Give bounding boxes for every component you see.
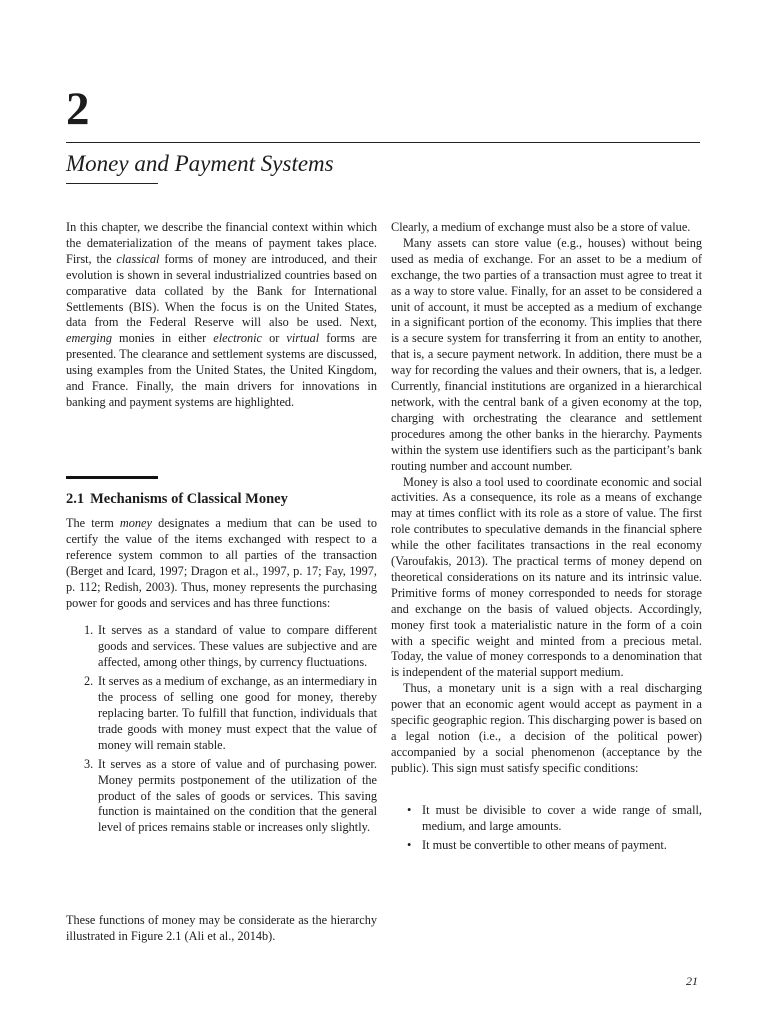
intro-emphasis-electronic: electronic	[213, 331, 263, 346]
right-paragraph-4: Thus, a monetary unit is a sign with a real discharging power that an economic agent would accept as payment in a specific geographic region. This discharging power is based on a legal notion (i.e., a decision of the political power) accompanied by a social phenomenon (acceptance by the public). This sign must satisfy specific conditions:	[391, 681, 702, 775]
right-paragraph-2: Many assets can store value (e.g., houses) without being used as media of exchange. For an asset to be a medium of exchange, the two parties of a transaction must agree to treat it as a way to store value. Finally, for an asset to be considered a unit of account, it must be accepted as a medium of exchange in a significant portion of the economy. This implies that there is a secure system for transferring it from an entity to another, that is, a secure payment network. In addition, there must be a way for recording the values and their owners, that is, a ledger. Currently, financial institutions are organized in a hierarchical network, with the central bank of a given economy at the top, charging with orchestrating the clearance and settlement procedures among the other banks in the hierarchy. Payments within the system use identifiers such as the participant’s bank routing number and account number.	[391, 235, 702, 473]
list-item	[84, 757, 377, 837]
intro-emphasis-classical: classical	[116, 251, 160, 266]
list-item	[407, 803, 702, 835]
bullet-marker: •	[407, 802, 412, 817]
title-underline	[66, 183, 158, 184]
functions-list	[66, 623, 377, 836]
chapter-rule	[66, 142, 700, 143]
list-item	[407, 838, 702, 854]
section-intro-text-2: designates a medium that can be used to certify the value of the items exchanged with respect to a reference system common to all parties of the transaction (Berget and Icard, 1997; Dragon et al., 1997, p. 17; Fay, 1997, p. 112; Redish, 2003). Thus, money represents the purchasing power for goods and services and has three functions:	[66, 516, 377, 610]
intro-text-4: or	[262, 331, 287, 346]
right-column	[391, 220, 702, 856]
section-emphasis-money: money	[119, 516, 152, 530]
chapter-title: Money and Payment Systems	[66, 151, 334, 176]
right-paragraph-3: Money is also a tool used to coordinate economic and social activities. As a consequence, its role as a means of exchange may at times conflict with its role as a store of value. The first role contributes to speculative demands in the financial sphere while the other facilitates transactions in the real economy (Varoufakis, 2013). The practical terms of money depend on theoretical considerations on its nature and its intrinsic value. Primitive forms of money corresponded to needs for storage and exchange on the basis of valued objects. Accordingly, money first took a materialistic nature in the form of a coin with a specific weight and minted from a precious metal. Today, the value of money corresponds to a denomination that is independent of the material support medium.	[391, 474, 702, 680]
chapter-number: 2	[66, 83, 90, 135]
page-number: 21	[686, 974, 698, 988]
list-item-text: It serves as a standard of value to compare different goods and services. These values are subjective and are affected, among other things, by currency fluctuations.	[98, 623, 377, 670]
section-body	[66, 516, 377, 839]
list-marker: 2.	[84, 674, 94, 689]
intro-text-1: In this chapter, we describe the financial context within which the dematerialization of the means of payment takes place. First, the	[66, 220, 377, 266]
list-marker: 3.	[84, 756, 94, 771]
intro-emphasis-emerging: emerging	[66, 331, 112, 346]
intro-text-3: monies in either	[112, 331, 214, 346]
intro-text-5: forms are presented. The clearance and settlement systems are discussed, using examples from the United States, the United Kingdom, and France. Finally, the main drivers for innovations in banking and payment systems are highlighted.	[66, 331, 377, 409]
right-paragraph-1: Clearly, a medium of exchange must also be a store of value.	[391, 220, 691, 234]
section-title: Mechanisms of Classical Money	[90, 491, 288, 507]
list-marker: 1.	[84, 623, 94, 638]
intro-paragraph	[66, 220, 377, 411]
section-bar	[66, 476, 158, 479]
section-intro-paragraph	[66, 516, 377, 611]
left-column	[66, 220, 377, 411]
section-number: 2.1	[66, 491, 85, 507]
list-item	[84, 674, 377, 754]
intro-text-2: forms of money are introduced, and their evolution is shown in several industrialized countries based on comparative data collated by the Bank for International Settlements (BIS). When the focus is on the United States, data from the Federal Reserve will also be used. Next,	[66, 251, 377, 330]
list-item	[84, 623, 377, 671]
list-item-text: It must be convertible to other means of payment.	[422, 837, 667, 852]
conditions-list	[391, 803, 702, 854]
list-item-text: It serves as a medium of exchange, as an intermediary in the process of selling one good for money, thereby replacing barter. To fulfill that function, individuals that trade goods with money must expect that the value of money will remain stable.	[98, 674, 377, 752]
closing-text: These functions of money may be considerate as the hierarchy illustrated in Figure 2.1 (Ali et al., 2014b).	[66, 913, 377, 943]
list-item-text: It must be divisible to cover a wide range of small, medium, and large amounts.	[422, 802, 702, 833]
closing-paragraph	[66, 913, 377, 945]
bullet-marker: •	[407, 837, 412, 852]
intro-emphasis-virtual: virtual	[286, 331, 320, 346]
list-item-text: It serves as a store of value and of purchasing power. Money permits postponement of the utilization of the product of the sales of goods or services. This saving function is maintained on the condition that the general level of prices remains stable or increases only slightly.	[98, 756, 377, 835]
section-heading	[66, 491, 288, 508]
section-intro-text-1: The term	[66, 516, 120, 530]
